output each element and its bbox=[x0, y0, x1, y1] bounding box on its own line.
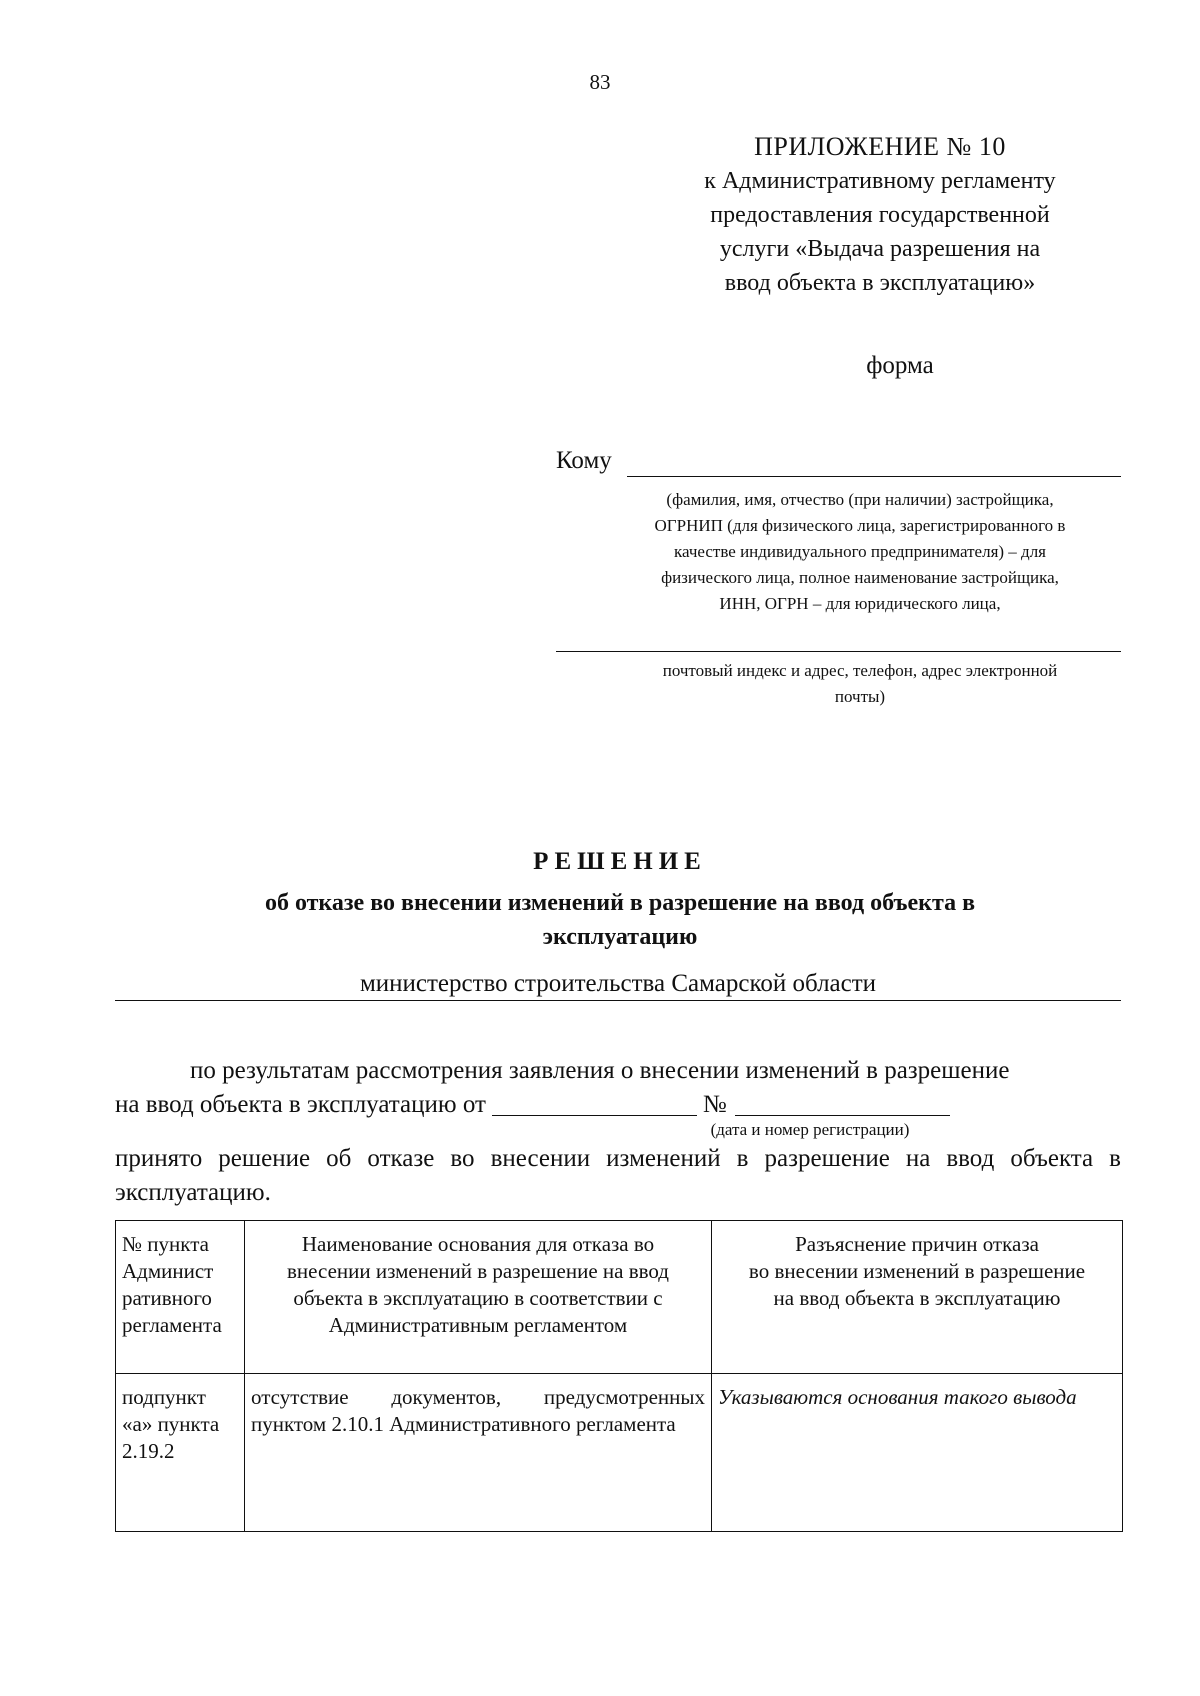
table-header-row bbox=[116, 1221, 1123, 1374]
address-blank-line bbox=[556, 651, 1121, 652]
appendix-title: ПРИЛОЖЕНИЕ № 10 bbox=[754, 132, 1006, 161]
header-reason bbox=[245, 1221, 712, 1374]
decision-subtitle bbox=[180, 886, 1060, 954]
row-reason: отсутствие документов, предусмотренных пунктом 2.10.1 Административного регламента bbox=[245, 1374, 712, 1532]
header-point bbox=[116, 1221, 245, 1374]
decision-title: РЕШЕНИЕ bbox=[533, 848, 707, 875]
page-number: 83 bbox=[589, 70, 611, 94]
body-line-2 bbox=[115, 1088, 950, 1122]
header-point-line: № пункта bbox=[122, 1232, 209, 1256]
date-blank bbox=[492, 1089, 697, 1116]
row-point-line: «а» пункта bbox=[122, 1412, 220, 1436]
header-reason-line: внесении изменений в разрешение на ввод bbox=[287, 1259, 669, 1283]
decision-subtitle-line: об отказе во внесении изменений в разрешение на ввод объекта в bbox=[264, 890, 976, 916]
header-explanation bbox=[712, 1221, 1123, 1374]
recipient-hint bbox=[600, 487, 1120, 617]
table-row bbox=[116, 1374, 1123, 1532]
decision-subtitle-line: эксплуатацию bbox=[542, 924, 698, 950]
address-hint bbox=[600, 658, 1120, 710]
body-line-1: по результатам рассмотрения заявления о внесении изменений в разрешение bbox=[190, 1057, 1010, 1084]
form-label: форма bbox=[866, 352, 934, 379]
header-point-line: Админист bbox=[122, 1259, 214, 1283]
authority-name: министерство строительства Самарской области bbox=[115, 968, 1121, 1001]
appendix-line: к Административному регламенту bbox=[704, 168, 1056, 194]
row-point bbox=[116, 1374, 245, 1532]
recipient-hint-line: (фамилия, имя, отчество (при наличии) застройщика, bbox=[666, 490, 1054, 509]
reasons-table bbox=[115, 1220, 1123, 1532]
recipient-hint-line: ОГРНИП (для физического лица, зарегистрированного в bbox=[654, 516, 1066, 535]
appendix-line: предоставления государственной bbox=[710, 202, 1050, 228]
header-explanation-line: Разъяснение причин отказа bbox=[795, 1232, 1039, 1256]
appendix-line: ввод объекта в эксплуатацию» bbox=[724, 270, 1036, 296]
address-hint-line: почтовый индекс и адрес, телефон, адрес электронной bbox=[662, 661, 1058, 680]
header-explanation-line: на ввод объекта в эксплуатацию bbox=[773, 1286, 1061, 1310]
row-point-line: подпункт bbox=[122, 1385, 206, 1409]
number-sign: № bbox=[702, 1091, 727, 1118]
header-point-line: ративного bbox=[122, 1286, 212, 1310]
registration-hint: (дата и номер регистрации) bbox=[710, 1120, 910, 1139]
header-explanation-line: во внесении изменений в разрешение bbox=[748, 1259, 1086, 1283]
body-line-2-text: на ввод объекта в эксплуатацию от bbox=[115, 1091, 486, 1118]
header-reason-line: Административным регламентом bbox=[328, 1313, 628, 1337]
appendix-block bbox=[650, 130, 1110, 300]
body-line-3: принято решение об отказе во внесении изменений в разрешение на ввод объекта в эксплуатацию. bbox=[115, 1145, 1121, 1206]
recipient-hint-line: ИНН, ОГРН – для юридического лица, bbox=[719, 594, 1001, 613]
header-reason-line: объекта в эксплуатацию в соответствии с bbox=[293, 1286, 663, 1310]
recipient-blank-line bbox=[627, 476, 1121, 477]
header-reason-line: Наименование основания для отказа во bbox=[301, 1232, 655, 1256]
row-explanation: Указываются основания такого вывода bbox=[712, 1374, 1123, 1532]
appendix-line: услуги «Выдача разрешения на bbox=[719, 236, 1041, 262]
recipient-label: Кому bbox=[556, 447, 612, 474]
number-blank bbox=[735, 1089, 950, 1116]
recipient-hint-line: физического лица, полное наименование застройщика, bbox=[661, 568, 1059, 587]
header-point-line: регламента bbox=[122, 1313, 222, 1337]
recipient-hint-line: качестве индивидуального предпринимателя) – для bbox=[674, 542, 1046, 561]
row-point-line: 2.19.2 bbox=[122, 1439, 175, 1463]
address-hint-line: почты) bbox=[834, 687, 886, 706]
